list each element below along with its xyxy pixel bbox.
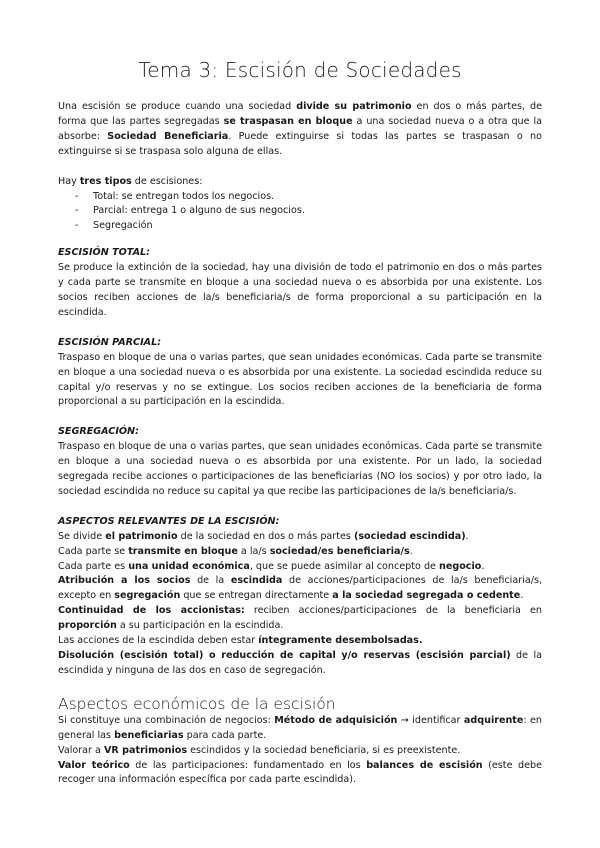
bold-text-run: Continuidad de los accionistas: — [58, 605, 245, 617]
aspecto-line — [58, 545, 542, 560]
text-run: de las participaciones: fundamentado en los — [129, 759, 367, 771]
text-run: Hay — [58, 175, 80, 187]
section-text-segregacion: Traspaso en bloque de una o varias partes, que sean unidades económicas. Cada parte se transmite en bloque a una sociedad nueva o es absorbida por una existente. Por un lado, la sociedad segregada recibe acciones o participaciones de las beneficiarias (NO los socios) y por otro lado, la sociedad escindida no reduce su capital ya que recibe las participaciones de la/s beneficiaria/s. — [58, 441, 542, 497]
text-run: de la sociedad en dos o más partes — [177, 530, 354, 542]
bold-text-run: adquirente — [463, 714, 524, 726]
section-heading-aspectos: ASPECTOS RELEVANTES DE LA ESCISIÓN: — [58, 515, 280, 527]
bold-text-run: Método de adquisición — [274, 714, 398, 726]
types-intro — [58, 175, 542, 190]
aspecto-line — [58, 530, 542, 545]
text-run: . Puede extinguirse si todas las partes se traspasan o no extinguirse si se traspasa solo alguna de ellas. — [58, 130, 542, 157]
aspecto-line — [58, 649, 542, 679]
text-run: de la escindida y ninguna de las dos en caso de segregación. — [58, 650, 542, 676]
bold-text-run: íntegramente desembolsadas. — [258, 635, 423, 647]
list-item: - Parcial: entrega 1 o alguno de sus negocios. — [58, 204, 542, 219]
bold-text-run: a la sociedad segregada o cedente — [332, 590, 521, 602]
text-run: en dos o más partes, de forma que las partes segregadas — [58, 101, 543, 127]
text-run: , que se puede asimilar al concepto de — [249, 560, 439, 572]
text-run: a una sociedad nueva o a otra que la absorbe: — [58, 115, 543, 142]
text-run: Una escisión se produce cuando una sociedad — [58, 101, 297, 112]
text-run: (este debe recoger una información específica por cada parte escindida). — [58, 759, 542, 786]
economico-line — [58, 759, 542, 789]
section-heading-economicos: Aspectos económicos de la escisión — [58, 694, 336, 713]
text-run: . — [520, 590, 524, 602]
text-run: Cada parte se — [58, 545, 129, 557]
bold-text-run: negocio — [439, 560, 482, 572]
text-run: escindidos y la sociedad beneficiaria, si es preexistente. — [187, 744, 461, 756]
bold-text-run: una unidad económica — [128, 560, 250, 572]
text-run: : en general las — [58, 714, 543, 741]
aspecto-line — [58, 574, 542, 604]
text-run: de acciones/participaciones de la/s beneficiaria/s, excepto en — [58, 575, 542, 602]
bold-text-run: transmite en bloque — [128, 545, 238, 557]
text-run: Si constituye una combinación de negocios: — [58, 714, 275, 726]
bold-text-run: (sociedad escindida) — [353, 530, 466, 542]
bold-text-run: VR patrimonios — [103, 744, 188, 756]
bold-text-run: proporción — [58, 620, 117, 632]
list-item: - Total: se entregan todos los negocios. — [58, 190, 542, 205]
bold-text-run: sociedad/es beneficiaria/s — [269, 545, 410, 557]
bold-text-run: tres tipos — [79, 175, 132, 187]
section-heading-segregacion: SEGREGACIÓN: — [58, 426, 139, 438]
text-run: → identificar — [397, 714, 464, 726]
text-run: . — [465, 530, 469, 542]
section-heading-total: ESCISIÓN TOTAL: — [58, 247, 150, 259]
text-run: Valorar a — [58, 744, 104, 756]
aspecto-line — [58, 634, 542, 649]
bold-text-run: segregación — [114, 590, 181, 602]
text-run: reciben acciones/participaciones de la beneficiaria en — [244, 605, 543, 617]
section-text-parcial: Traspaso en bloque de una o varias partes, que sean unidades económicas. Cada parte se transmite en bloque a una sociedad nueva o es absorbida por una existente. La sociedad escindida reduce su capital y/o reservas y no se extingue. Los socios reciben acciones de la beneficiaria de forma proporcional a su participación en la escindida. — [58, 351, 542, 408]
bold-text-run: escindida — [230, 575, 283, 587]
bold-text-run: Sociedad Beneficiaria — [107, 130, 229, 142]
economico-line — [58, 744, 542, 759]
bold-text-run: Valor teórico — [58, 759, 130, 771]
text-run: para cada parte. — [183, 729, 267, 741]
document-body — [58, 100, 542, 788]
bold-text-run: balances de escisión — [366, 759, 483, 771]
list-item: - Segregación — [58, 219, 542, 234]
text-run: Las acciones de la escindida deben estar — [58, 635, 259, 647]
text-run: . — [409, 545, 413, 557]
intro-paragraph — [58, 100, 542, 160]
bold-text-run: Atribución a los socios — [58, 575, 191, 587]
page-title: Tema 3: Escisión de Sociedades — [138, 58, 462, 82]
section-heading-parcial: ESCISIÓN PARCIAL: — [58, 336, 162, 348]
bold-text-run: se traspasan en bloque — [223, 115, 353, 127]
aspecto-line — [58, 560, 542, 575]
text-run: a la/s — [237, 545, 270, 557]
bold-text-run: beneficiarias — [114, 729, 184, 741]
text-run: Cada parte es — [58, 560, 129, 572]
bold-text-run: el patrimonio — [105, 530, 178, 542]
text-run: . — [481, 560, 485, 572]
section-text-total: Se produce la extinción de la sociedad, hay una división de todo el patrimonio en dos o más partes y cada parte se transmite en bloque a una sociedad nueva o es absorbida por una existente. Los socios reciben acciones de la/s beneficiaria/s de forma proporcional a su participación en la escindida. — [58, 262, 542, 318]
economico-line — [58, 714, 542, 744]
bold-text-run: Disolución (escisión total) o reducción de capital y/o reservas (escisión parcial) — [58, 650, 511, 661]
types-list — [58, 190, 542, 235]
text-run: a su participación en la escindida. — [116, 620, 284, 632]
text-run: Se divide — [58, 530, 106, 542]
aspecto-line — [58, 604, 542, 634]
text-run: de la — [190, 575, 231, 587]
text-run: de escisiones: — [131, 175, 203, 187]
text-run: que se entregan directamente — [180, 590, 333, 602]
bold-text-run: divide su patrimonio — [296, 101, 412, 112]
